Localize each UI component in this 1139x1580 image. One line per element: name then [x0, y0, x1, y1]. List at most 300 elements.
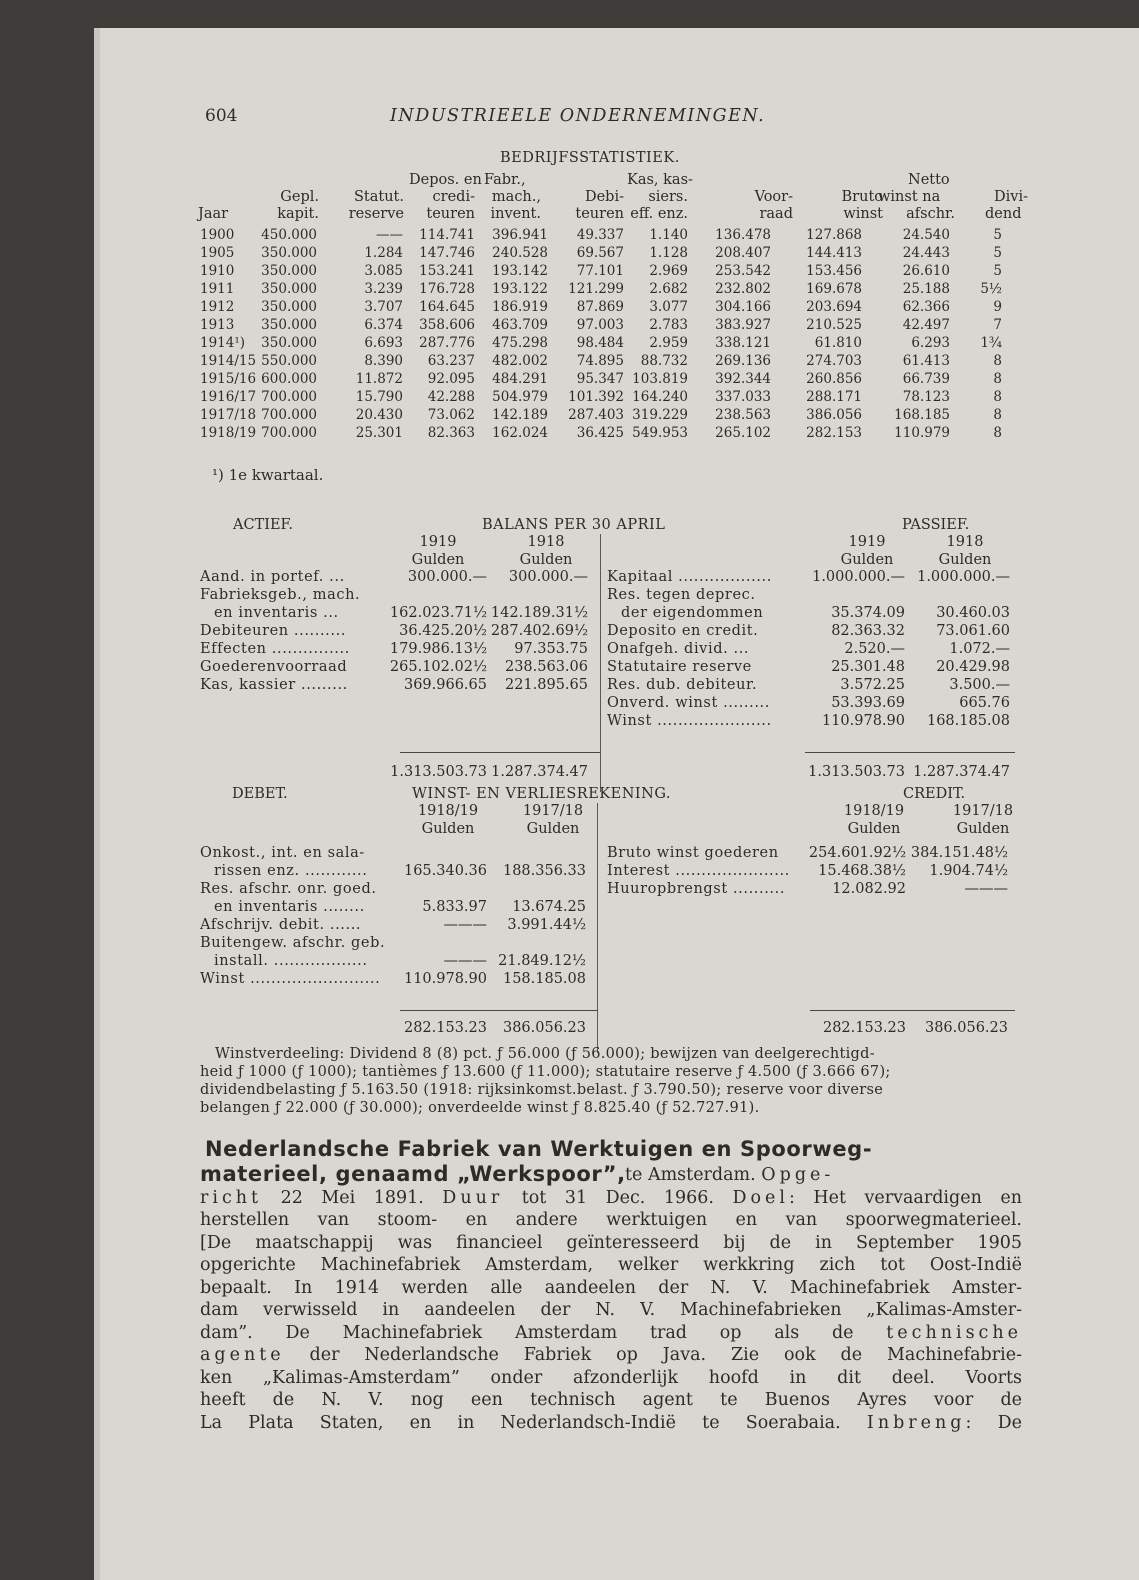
- stats-value: 337.033: [715, 389, 771, 405]
- winst-left-label: Buitengew. afschr. geb.: [200, 935, 386, 951]
- balans-left-value: 300.000.—: [508, 569, 588, 585]
- balans-left-label: Aand. in portef. ...: [200, 569, 345, 585]
- stats-footnote: ¹) 1e kwartaal.: [212, 466, 324, 484]
- text-segment: te Amsterdam.: [625, 1165, 762, 1185]
- balans-right-label: Statutaire reserve: [607, 659, 752, 675]
- balans-left-unit: Gulden: [411, 552, 465, 568]
- stats-value: 450.000: [261, 227, 317, 243]
- spaced-keyword: Inbreng: [866, 1412, 966, 1433]
- balans-left-head: ACTIEF.: [233, 517, 293, 533]
- balans-left-total: 1.287.374.47: [491, 764, 588, 780]
- stats-value: 63.237: [427, 353, 475, 369]
- stats-value: 61.810: [814, 335, 862, 351]
- winst-left-year: 1917/18: [522, 803, 584, 819]
- stats-value: 5½: [980, 281, 1002, 297]
- balans-left-label: Goederenvoorraad: [200, 659, 348, 675]
- winst-left-value: 165.340.36: [403, 863, 487, 879]
- stats-header-cell: Statut.: [353, 189, 404, 205]
- stats-value: 98.484: [576, 335, 624, 351]
- stats-value: 24.443: [902, 245, 950, 261]
- balans-left-value: 287.402.69½: [490, 623, 588, 639]
- stats-value: 164.240: [632, 389, 688, 405]
- stats-value: 142.189: [492, 407, 548, 423]
- stats-value: 49.337: [576, 227, 624, 243]
- stats-value: 11.872: [355, 371, 403, 387]
- stats-value: 95.347: [576, 371, 624, 387]
- stats-value: 700.000: [261, 425, 317, 441]
- winst-left-value: 21.849.12½: [498, 953, 586, 969]
- stats-value: 176.728: [419, 281, 475, 297]
- stats-value: 383.927: [715, 317, 771, 333]
- balans-right-total-rule: [805, 752, 1015, 753]
- text-segment: der Nederlandsche Fabriek op Java. Zie ook de Machinefabrie-: [284, 1345, 1022, 1365]
- stats-value: 475.298: [492, 335, 548, 351]
- stats-value: 144.413: [806, 245, 862, 261]
- stats-value: 482.002: [492, 353, 548, 369]
- stats-title: BEDRIJFSSTATISTIEK.: [500, 150, 680, 166]
- text-segment: herstellen van stoom- en andere werktuigen en van spoorwegmaterieel.: [200, 1210, 1022, 1230]
- stats-value: 62.366: [902, 299, 950, 315]
- balans-left-label: Effecten ...............: [200, 641, 350, 657]
- winst-right-unit: Gulden: [956, 821, 1010, 837]
- stats-value: 8: [993, 425, 1002, 441]
- balans-right-value: 1.000.000.—: [917, 569, 1010, 585]
- balans-left-value: 142.189.31½: [490, 605, 588, 621]
- stats-year: 1910: [200, 263, 235, 279]
- text-segment: dam verwisseld in aandeelen der N. V. Machinefabrieken „Kalimas-Amster-: [200, 1300, 1022, 1320]
- winst-left-label: en inventaris ........: [214, 899, 365, 915]
- stats-header-cell: reserve: [348, 206, 404, 222]
- stats-value: 504.979: [492, 389, 548, 405]
- balans-right-value: 20.429.98: [936, 659, 1010, 675]
- balans-right-unit: Gulden: [938, 552, 992, 568]
- book-page: [100, 28, 1139, 1580]
- stats-header-cell: Debi-: [584, 189, 624, 205]
- stats-header-cell: kapit.: [277, 206, 319, 222]
- running-title: INDUSTRIEELE ONDERNEMINGEN.: [390, 106, 766, 126]
- winst-right-value: 15.468.38½: [818, 863, 906, 879]
- company-text-line: [200, 1299, 1022, 1322]
- winst-center-rule: [597, 803, 598, 1053]
- stats-value: 700.000: [261, 389, 317, 405]
- stats-value: 162.024: [492, 425, 548, 441]
- stats-header-cell: Jaar: [198, 206, 229, 222]
- stats-value: 101.392: [568, 389, 624, 405]
- stats-header-cell: eff. enz.: [630, 206, 688, 222]
- balans-right-label: Winst ......................: [607, 713, 772, 729]
- spaced-keyword: agente: [200, 1345, 285, 1365]
- winst-right-total: 282.153.23: [822, 1020, 906, 1036]
- balans-left-value: 36.425.20½: [399, 623, 487, 639]
- stats-value: 121.299: [568, 281, 624, 297]
- stats-value: 3.085: [364, 263, 403, 279]
- stats-header-cell: Netto: [908, 172, 950, 188]
- stats-value: 88.732: [640, 353, 688, 369]
- winstverdeeling-line: heid ƒ 1000 (ƒ 1000); tantièmes ƒ 13.600 (ƒ 11.000); statutaire reserve ƒ 4.500 (ƒ 3.666 67);: [200, 1064, 891, 1080]
- balans-right-head: PASSIEF.: [902, 517, 970, 533]
- stats-value: 2.783: [649, 317, 688, 333]
- stats-value: 153.456: [806, 263, 862, 279]
- stats-value: 6.293: [911, 335, 950, 351]
- winst-left-value: ———: [443, 953, 487, 969]
- winst-right-value: 254.601.92½: [808, 845, 906, 861]
- winst-right-label: Bruto winst goederen: [607, 845, 779, 861]
- balans-left-year: 1918: [527, 534, 565, 550]
- balans-title: BALANS PER 30 APRIL: [482, 517, 666, 533]
- stats-value: 77.101: [576, 263, 624, 279]
- stats-value: 549.953: [632, 425, 688, 441]
- text-segment: 22 Mei 1891.: [262, 1187, 443, 1208]
- stats-value: 2.682: [649, 281, 688, 297]
- stats-value: 3.239: [364, 281, 403, 297]
- stats-value: ——: [376, 227, 403, 243]
- stats-value: 25.301: [355, 425, 403, 441]
- company-name-line2: materieel, genaamd „Werkspoor”,: [200, 1162, 626, 1186]
- company-text-line: [200, 1209, 1022, 1232]
- company-text-line: [200, 1187, 1022, 1210]
- stats-value: 127.868: [806, 227, 862, 243]
- balans-left-unit: Gulden: [519, 552, 573, 568]
- stats-value: 2.959: [649, 335, 688, 351]
- stats-header-cell: afschr.: [906, 206, 955, 222]
- stats-header-cell: Depos. en: [409, 172, 482, 188]
- stats-year: 1916/17: [200, 389, 257, 405]
- winst-left-label: rissen enz. ............: [214, 863, 368, 879]
- company-text-line: [625, 1164, 834, 1187]
- balans-left-total: 1.313.503.73: [390, 764, 487, 780]
- stats-value: 20.430: [355, 407, 403, 423]
- stats-value: 288.171: [806, 389, 862, 405]
- stats-value: 396.941: [492, 227, 548, 243]
- stats-header-cell: siers.: [648, 189, 688, 205]
- stats-value: 7: [993, 317, 1002, 333]
- winstverdeeling-line: Winstverdeeling: Dividend 8 (8) pct. ƒ 56.000 (ƒ 56.000); bewijzen van deelgerechtigd-: [215, 1046, 875, 1062]
- winst-left-head: DEBET.: [232, 786, 288, 802]
- stats-value: 386.056: [806, 407, 862, 423]
- company-name-line1: Nederlandsche Fabriek van Werktuigen en Spoorweg-: [205, 1137, 873, 1161]
- stats-header-cell: Voor-: [754, 189, 793, 205]
- balans-right-value: 30.460.03: [936, 605, 1010, 621]
- stats-value: 600.000: [261, 371, 317, 387]
- winst-left-total: 386.056.23: [502, 1020, 586, 1036]
- balans-right-value: 35.374.09: [831, 605, 905, 621]
- company-text-line: [200, 1232, 1022, 1255]
- balans-left-label: Fabrieksgeb., mach.: [200, 587, 361, 603]
- winst-left-unit: Gulden: [421, 821, 475, 837]
- stats-value: 274.703: [806, 353, 862, 369]
- page-number: 604: [205, 106, 238, 126]
- text-segment: opgerichte Machinefabriek Amsterdam, welker werkkring zich tot Oost-Indië: [200, 1255, 1022, 1275]
- company-text-line: [200, 1254, 1022, 1277]
- stats-value: 338.121: [715, 335, 771, 351]
- winst-right-label: Huuropbrengst ..........: [607, 881, 786, 897]
- spaced-keyword: Duur: [442, 1187, 504, 1208]
- stats-value: 82.363: [427, 425, 475, 441]
- balans-right-unit: Gulden: [840, 552, 894, 568]
- stats-value: 193.122: [492, 281, 548, 297]
- stats-value: 8: [993, 389, 1002, 405]
- stats-value: 1.128: [649, 245, 688, 261]
- stats-value: 147.746: [419, 245, 475, 261]
- balans-right-label: Onverd. winst .........: [607, 695, 770, 711]
- company-text-line: [200, 1322, 1022, 1345]
- spaced-keyword: richt: [200, 1187, 263, 1208]
- stats-header-cell: credi-: [432, 189, 475, 205]
- balans-right-value: 665.76: [959, 695, 1010, 711]
- stats-year: 1911: [200, 281, 235, 297]
- winst-right-unit: Gulden: [847, 821, 901, 837]
- stats-value: 69.567: [576, 245, 624, 261]
- stats-value: 350.000: [261, 263, 317, 279]
- winst-left-label: Onkost., int. en sala-: [200, 845, 365, 861]
- winst-right-value: 1.904.74½: [929, 863, 1008, 879]
- winst-right-value: 384.151.48½: [910, 845, 1008, 861]
- stats-value: 319.229: [632, 407, 688, 423]
- stats-year: 1913: [200, 317, 235, 333]
- stats-value: 463.709: [492, 317, 548, 333]
- balans-right-year: 1918: [946, 534, 984, 550]
- stats-value: 208.407: [715, 245, 771, 261]
- stats-value: 110.979: [894, 425, 950, 441]
- stats-value: 2.969: [649, 263, 688, 279]
- stats-value: 269.136: [715, 353, 771, 369]
- balans-right-year: 1919: [848, 534, 886, 550]
- stats-value: 350.000: [261, 335, 317, 351]
- stats-value: 350.000: [261, 317, 317, 333]
- balans-right-total: 1.287.374.47: [913, 764, 1010, 780]
- stats-header-cell: Fabr.,: [484, 172, 526, 188]
- balans-left-label: en inventaris ...: [214, 605, 339, 621]
- winst-left-unit: Gulden: [526, 821, 580, 837]
- stats-value: 358.606: [419, 317, 475, 333]
- text-segment: bepaalt. In 1914 werden alle aandeelen der N. V. Machinefabriek Amster-: [200, 1277, 1022, 1298]
- winst-left-value: 3.991.44½: [507, 917, 586, 933]
- stats-value: 5: [993, 263, 1002, 279]
- balans-right-label: Deposito en credit.: [607, 623, 759, 639]
- stats-year: 1900: [200, 227, 235, 243]
- stats-header-cell: dend: [985, 206, 1022, 222]
- winst-left-total: 282.153.23: [403, 1020, 487, 1036]
- stats-value: 153.241: [419, 263, 475, 279]
- stats-value: 26.610: [902, 263, 950, 279]
- balans-left-value: 238.563.06: [504, 659, 588, 675]
- stats-value: 193.142: [492, 263, 548, 279]
- balans-left-total-rule: [400, 752, 600, 753]
- stats-value: 74.895: [576, 353, 624, 369]
- stats-value: 97.003: [576, 317, 624, 333]
- stats-value: 36.425: [576, 425, 624, 441]
- stats-value: 78.123: [902, 389, 950, 405]
- stats-value: 61.413: [902, 353, 950, 369]
- balans-right-value: 3.500.—: [949, 677, 1010, 693]
- stats-header-cell: invent.: [490, 206, 541, 222]
- winstverdeeling-line: belangen ƒ 22.000 (ƒ 30.000); onverdeelde winst ƒ 8.825.40 (ƒ 52.727.91).: [200, 1100, 760, 1116]
- stats-year: 1914/15: [200, 353, 257, 369]
- text-segment: : Het vervaardigen en: [788, 1187, 1022, 1208]
- winst-right-value: ———: [964, 881, 1008, 897]
- company-text-line: [200, 1389, 1022, 1412]
- balans-right-label: Res. dub. debiteur.: [607, 677, 758, 693]
- text-segment: dam”. De Machinefabriek Amsterdam trad op als de: [200, 1322, 887, 1343]
- balans-right-value: 110.978.90: [821, 713, 905, 729]
- stats-value: 350.000: [261, 299, 317, 315]
- stats-value: 260.856: [806, 371, 862, 387]
- stats-header-cell: teuren: [426, 206, 475, 222]
- stats-value: 5: [993, 227, 1002, 243]
- stats-value: 8: [993, 407, 1002, 423]
- winst-right-total: 386.056.23: [924, 1020, 1008, 1036]
- text-segment: [De maatschappij was financieel geïnteresseerd bij de in September 1905: [200, 1232, 1022, 1253]
- balans-left-label: Debiteuren ..........: [200, 623, 347, 639]
- winst-title: WINST- EN VERLIESREKENING.: [412, 786, 671, 802]
- text-segment: ken „Kalimas-Amsterdam” onder afzonderlijk hoofd in dit deel. Voorts: [200, 1367, 1022, 1388]
- stats-header-cell: Kas, kas-: [627, 172, 693, 188]
- balans-left-year: 1919: [419, 534, 457, 550]
- stats-value: 392.344: [715, 371, 771, 387]
- stats-value: 1¾: [980, 335, 1002, 351]
- company-text-line: [200, 1367, 1022, 1390]
- stats-value: 6.374: [364, 317, 403, 333]
- stats-value: 350.000: [261, 281, 317, 297]
- winst-left-label: Winst .........................: [200, 971, 381, 987]
- winstverdeeling-line: dividendbelasting ƒ 5.163.50 (1918: rijksinkomst.belast. ƒ 3.790.50); reserve voor diverse: [200, 1082, 884, 1098]
- stats-value: 103.819: [632, 371, 688, 387]
- stats-value: 253.542: [715, 263, 771, 279]
- stats-value: 9: [993, 299, 1002, 315]
- balans-left-value: 265.102.02½: [389, 659, 487, 675]
- balans-left-value: 97.353.75: [514, 641, 588, 657]
- stats-value: 265.102: [715, 425, 771, 441]
- winst-right-year: 1917/18: [952, 803, 1014, 819]
- winst-right-total-rule: [810, 1010, 1015, 1011]
- stats-value: 168.185: [894, 407, 950, 423]
- text-segment: : De: [965, 1412, 1022, 1433]
- stats-value: 484.291: [492, 371, 548, 387]
- stats-value: 240.528: [492, 245, 548, 261]
- balans-center-rule: [600, 534, 601, 792]
- winst-left-value: 13.674.25: [512, 899, 586, 915]
- balans-left-value: 300.000.—: [407, 569, 487, 585]
- balans-right-label: Onafgeh. divid. ...: [607, 641, 750, 657]
- winst-right-year: 1918/19: [843, 803, 905, 819]
- winst-right-value: 12.082.92: [832, 881, 906, 897]
- stats-value: 287.403: [568, 407, 624, 423]
- stats-header-cell: Gepl.: [280, 189, 319, 205]
- stats-value: 6.693: [364, 335, 403, 351]
- balans-right-value: 168.185.08: [926, 713, 1010, 729]
- stats-header-cell: Divi-: [994, 189, 1028, 205]
- winst-left-label: Afschrijv. debit. ......: [200, 917, 362, 933]
- balans-right-value: 2.520.—: [844, 641, 905, 657]
- stats-value: 114.741: [419, 227, 475, 243]
- balans-right-value: 82.363.32: [831, 623, 905, 639]
- text-segment: heeft de N. V. nog een technisch agent te Buenos Ayres voor de: [200, 1390, 1022, 1410]
- stats-header-cell: mach.,: [491, 189, 541, 205]
- text-segment: tot 31 Dec. 1966.: [503, 1187, 733, 1208]
- text-segment: La Plata Staten, en in Nederlandsch-Indië te Soerabaia.: [200, 1412, 867, 1433]
- winst-left-label: Res. afschr. onr. goed.: [200, 881, 377, 897]
- stats-value: 350.000: [261, 245, 317, 261]
- stats-value: 164.645: [419, 299, 475, 315]
- balans-right-label: Res. tegen deprec.: [607, 587, 756, 603]
- company-text-line: [200, 1412, 1022, 1435]
- stats-year: 1918/19: [200, 425, 257, 441]
- stats-value: 8: [993, 353, 1002, 369]
- stats-header-cell: raad: [759, 206, 793, 222]
- spaced-keyword: technische: [886, 1322, 1022, 1343]
- balans-right-label: der eigendommen: [621, 605, 764, 621]
- spaced-keyword: Doel: [732, 1187, 789, 1208]
- stats-header-cell: winst: [843, 206, 883, 222]
- stats-value: 92.095: [427, 371, 475, 387]
- stats-value: 87.869: [576, 299, 624, 315]
- balans-right-total: 1.313.503.73: [808, 764, 905, 780]
- stats-value: 25.188: [902, 281, 950, 297]
- stats-header-cell: winst na: [878, 189, 941, 205]
- spaced-keyword: Opge-: [761, 1165, 835, 1185]
- balans-right-value: 53.393.69: [831, 695, 905, 711]
- stats-value: 136.478: [715, 227, 771, 243]
- stats-value: 8.390: [364, 353, 403, 369]
- stats-value: 186.919: [492, 299, 548, 315]
- company-text-line: [200, 1277, 1022, 1300]
- stats-year: 1917/18: [200, 407, 257, 423]
- winst-right-head: CREDIT.: [903, 786, 966, 802]
- stats-value: 1.284: [364, 245, 403, 261]
- balans-right-value: 3.572.25: [840, 677, 905, 693]
- stats-header-cell: teuren: [575, 206, 624, 222]
- balans-right-value: 73.061.60: [936, 623, 1010, 639]
- winst-left-label: install. ..................: [214, 953, 368, 969]
- winst-right-label: Interest ......................: [607, 863, 790, 879]
- balans-right-value: 1.000.000.—: [812, 569, 905, 585]
- stats-value: 24.540: [902, 227, 950, 243]
- winst-left-value: 5.833.97: [422, 899, 487, 915]
- balans-right-label: Kapitaal ..................: [607, 569, 772, 585]
- stats-value: 3.707: [364, 299, 403, 315]
- stats-year: 1915/16: [200, 371, 257, 387]
- stats-value: 304.166: [715, 299, 771, 315]
- stats-value: 282.153: [806, 425, 862, 441]
- balans-left-value: 179.986.13½: [389, 641, 487, 657]
- company-text-line: [200, 1344, 1022, 1367]
- stats-value: 550.000: [261, 353, 317, 369]
- winst-left-value: 158.185.08: [502, 971, 586, 987]
- stats-header-cell: Bruto: [841, 189, 883, 205]
- balans-right-value: 1.072.—: [949, 641, 1010, 657]
- balans-right-value: 25.301.48: [831, 659, 905, 675]
- stats-value: 73.062: [427, 407, 475, 423]
- stats-value: 5: [993, 245, 1002, 261]
- winst-left-value: 110.978.90: [403, 971, 487, 987]
- stats-value: 66.739: [902, 371, 950, 387]
- stats-value: 15.790: [355, 389, 403, 405]
- stats-value: 42.288: [427, 389, 475, 405]
- balans-left-value: 369.966.65: [403, 677, 487, 693]
- stats-value: 169.678: [806, 281, 862, 297]
- balans-left-value: 221.895.65: [504, 677, 588, 693]
- balans-left-value: 162.023.71½: [389, 605, 487, 621]
- stats-value: 210.525: [806, 317, 862, 333]
- stats-value: 700.000: [261, 407, 317, 423]
- balans-left-label: Kas, kassier .........: [200, 677, 348, 693]
- stats-value: 1.140: [649, 227, 688, 243]
- stats-value: 238.563: [715, 407, 771, 423]
- stats-value: 287.776: [419, 335, 475, 351]
- stats-value: 3.077: [649, 299, 688, 315]
- stats-value: 232.802: [715, 281, 771, 297]
- stats-value: 42.497: [902, 317, 950, 333]
